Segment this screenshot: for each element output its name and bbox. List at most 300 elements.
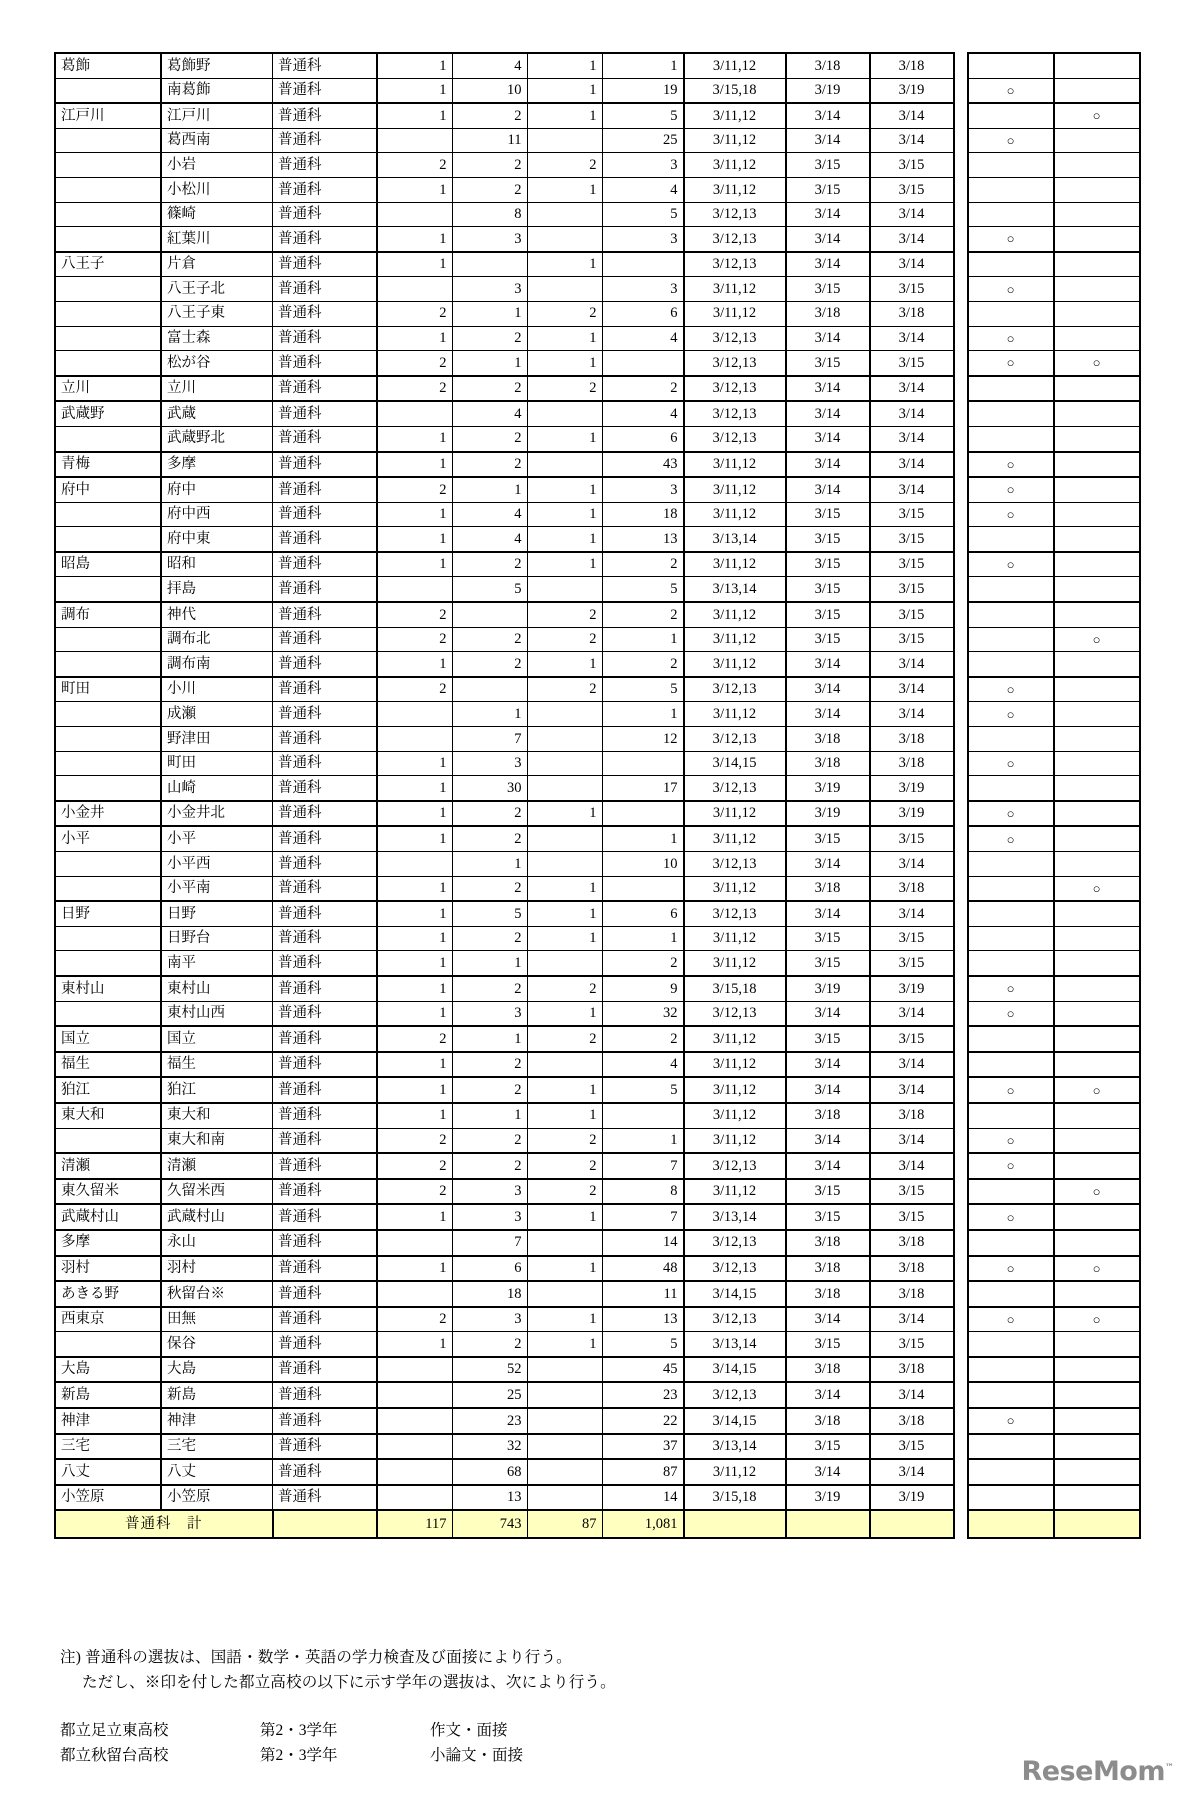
cell-transfer-mark bbox=[968, 202, 1054, 227]
table-row bbox=[55, 128, 954, 153]
cell-city bbox=[55, 1001, 161, 1026]
cell-exam-date: 3/15 bbox=[786, 1434, 870, 1460]
cell-result-date: 3/18 bbox=[870, 1357, 954, 1383]
cell-city: 東村山 bbox=[55, 976, 161, 1001]
cell-transfer-mark: ○ bbox=[968, 227, 1054, 252]
cell-city: 羽村 bbox=[55, 1256, 161, 1282]
cell-grade-total: 1 bbox=[602, 53, 684, 78]
cell-grade3 bbox=[527, 202, 602, 227]
cell-grade1 bbox=[377, 577, 453, 602]
cell-grade3 bbox=[527, 128, 602, 153]
table-row bbox=[55, 153, 954, 178]
cell-grade1: 2 bbox=[377, 153, 453, 178]
table-row bbox=[55, 702, 954, 727]
total-application-date bbox=[684, 1510, 786, 1538]
cell-readmission-mark: ○ bbox=[1054, 103, 1140, 128]
cell-grade2: 18 bbox=[452, 1281, 527, 1307]
cell-school: 立川 bbox=[161, 376, 273, 402]
cell-grade1: 1 bbox=[377, 876, 453, 901]
table-row-marks bbox=[968, 852, 1140, 877]
total-exam-date bbox=[786, 1510, 870, 1538]
cell-result-date: 3/15 bbox=[870, 1179, 954, 1205]
cell-readmission-mark bbox=[1054, 901, 1140, 926]
cell-course: 普通科 bbox=[273, 1204, 377, 1230]
cell-result-date: 3/15 bbox=[870, 552, 954, 577]
cell-grade3 bbox=[527, 577, 602, 602]
cell-grade2: 1 bbox=[452, 477, 527, 502]
cell-grade-total: 87 bbox=[602, 1459, 684, 1485]
cell-city: 立川 bbox=[55, 376, 161, 402]
cell-exam-date: 3/14 bbox=[786, 1052, 870, 1078]
table-row-marks bbox=[968, 202, 1140, 227]
cell-application-date: 3/11,12 bbox=[684, 477, 786, 502]
cell-grade-total bbox=[602, 252, 684, 277]
cell-result-date: 3/15 bbox=[870, 502, 954, 527]
cell-result-date: 3/15 bbox=[870, 826, 954, 851]
cell-school: 武蔵 bbox=[161, 401, 273, 426]
cell-school: 新島 bbox=[161, 1382, 273, 1408]
cell-transfer-mark bbox=[968, 426, 1054, 451]
cell-grade1: 2 bbox=[377, 477, 453, 502]
cell-result-date: 3/18 bbox=[870, 301, 954, 326]
cell-exam-date: 3/15 bbox=[786, 577, 870, 602]
cell-result-date: 3/18 bbox=[870, 751, 954, 776]
cell-grade-total: 4 bbox=[602, 401, 684, 426]
cell-grade1: 1 bbox=[377, 1077, 453, 1103]
cell-application-date: 3/14,15 bbox=[684, 1408, 786, 1434]
table-row-marks bbox=[968, 627, 1140, 652]
legend-grade: 第2・3学年 bbox=[260, 1747, 338, 1765]
cell-transfer-mark bbox=[968, 1026, 1054, 1052]
cell-course: 普通科 bbox=[273, 502, 377, 527]
cell-result-date: 3/14 bbox=[870, 1153, 954, 1179]
cell-exam-date: 3/14 bbox=[786, 677, 870, 702]
cell-grade3 bbox=[527, 1052, 602, 1078]
table-row-marks bbox=[968, 677, 1140, 702]
cell-readmission-mark bbox=[1054, 727, 1140, 752]
cell-transfer-mark bbox=[968, 926, 1054, 951]
cell-readmission-mark: ○ bbox=[1054, 351, 1140, 376]
table-row-marks bbox=[968, 376, 1140, 402]
cell-result-date: 3/15 bbox=[870, 1332, 954, 1357]
cell-grade-total: 48 bbox=[602, 1256, 684, 1282]
cell-city: あきる野 bbox=[55, 1281, 161, 1307]
cell-grade2: 6 bbox=[452, 1256, 527, 1282]
legend-block bbox=[60, 1718, 650, 1768]
table-row-marks bbox=[968, 1307, 1140, 1332]
cell-course: 普通科 bbox=[273, 527, 377, 552]
cell-school: 秋留台※ bbox=[161, 1281, 273, 1307]
cell-grade-total: 6 bbox=[602, 301, 684, 326]
cell-exam-date: 3/15 bbox=[786, 1332, 870, 1357]
cell-exam-date: 3/18 bbox=[786, 1281, 870, 1307]
table-row-marks bbox=[968, 727, 1140, 752]
table-row bbox=[55, 477, 954, 502]
cell-transfer-mark bbox=[968, 602, 1054, 627]
table-row bbox=[55, 1357, 954, 1383]
table-row bbox=[55, 976, 954, 1001]
table-row bbox=[55, 776, 954, 801]
cell-school: 南葛飾 bbox=[161, 78, 273, 103]
legend-school: 都立秋留台高校 bbox=[60, 1747, 169, 1765]
cell-exam-date: 3/19 bbox=[786, 78, 870, 103]
cell-application-date: 3/11,12 bbox=[684, 1459, 786, 1485]
cell-readmission-mark bbox=[1054, 1128, 1140, 1153]
cell-exam-date: 3/18 bbox=[786, 301, 870, 326]
cell-grade3: 1 bbox=[527, 78, 602, 103]
cell-grade1 bbox=[377, 1434, 453, 1460]
cell-city: 葛飾 bbox=[55, 53, 161, 78]
cell-transfer-mark: ○ bbox=[968, 78, 1054, 103]
cell-transfer-mark bbox=[968, 1434, 1054, 1460]
cell-readmission-mark bbox=[1054, 252, 1140, 277]
cell-grade3: 2 bbox=[527, 976, 602, 1001]
cell-city: 東久留米 bbox=[55, 1179, 161, 1205]
cell-course: 普通科 bbox=[273, 1001, 377, 1026]
cell-exam-date: 3/14 bbox=[786, 1153, 870, 1179]
cell-school: 小笠原 bbox=[161, 1485, 273, 1511]
cell-result-date: 3/14 bbox=[870, 852, 954, 877]
cell-city: 小金井 bbox=[55, 801, 161, 827]
cell-grade-total: 23 bbox=[602, 1382, 684, 1408]
cell-grade1: 2 bbox=[377, 1026, 453, 1052]
cell-readmission-mark bbox=[1054, 951, 1140, 976]
legend-method: 作文・面接 bbox=[430, 1722, 508, 1739]
cell-grade1 bbox=[377, 128, 453, 153]
cell-grade2: 1 bbox=[452, 951, 527, 976]
table-row-marks bbox=[968, 301, 1140, 326]
cell-application-date: 3/12,13 bbox=[684, 227, 786, 252]
cell-school: 富士森 bbox=[161, 326, 273, 351]
cell-school: 江戸川 bbox=[161, 103, 273, 128]
cell-readmission-mark bbox=[1054, 128, 1140, 153]
cell-application-date: 3/11,12 bbox=[684, 502, 786, 527]
cell-course: 普通科 bbox=[273, 951, 377, 976]
note-line-2: ただし、※印を付した都立高校の以下に示す学年の選抜は、次により行う。 bbox=[82, 1674, 616, 1692]
cell-exam-date: 3/18 bbox=[786, 1256, 870, 1282]
cell-grade1 bbox=[377, 702, 453, 727]
cell-transfer-mark: ○ bbox=[968, 1128, 1054, 1153]
cell-grade1: 2 bbox=[377, 677, 453, 702]
cell-grade-total: 14 bbox=[602, 1485, 684, 1511]
table-row-marks bbox=[968, 1179, 1140, 1205]
cell-school: 福生 bbox=[161, 1052, 273, 1078]
cell-application-date: 3/11,12 bbox=[684, 951, 786, 976]
table-row bbox=[55, 627, 954, 652]
cell-grade2: 2 bbox=[452, 1077, 527, 1103]
cell-result-date: 3/14 bbox=[870, 1077, 954, 1103]
cell-city bbox=[55, 351, 161, 376]
cell-grade-total: 45 bbox=[602, 1357, 684, 1383]
cell-readmission-mark bbox=[1054, 153, 1140, 178]
table-row-marks bbox=[968, 153, 1140, 178]
cell-result-date: 3/15 bbox=[870, 177, 954, 202]
cell-application-date: 3/12,13 bbox=[684, 1307, 786, 1332]
cell-grade3: 1 bbox=[527, 1204, 602, 1230]
cell-school: 小平西 bbox=[161, 852, 273, 877]
cell-transfer-mark bbox=[968, 1382, 1054, 1408]
cell-result-date: 3/15 bbox=[870, 1026, 954, 1052]
cell-grade1: 1 bbox=[377, 1256, 453, 1282]
table-row bbox=[55, 452, 954, 478]
cell-grade2: 2 bbox=[452, 876, 527, 901]
table-row bbox=[55, 78, 954, 103]
table-row bbox=[55, 1052, 954, 1078]
cell-application-date: 3/12,13 bbox=[684, 1256, 786, 1282]
cell-exam-date: 3/14 bbox=[786, 401, 870, 426]
cell-grade-total: 9 bbox=[602, 976, 684, 1001]
cell-grade1: 1 bbox=[377, 78, 453, 103]
cell-grade1: 2 bbox=[377, 1153, 453, 1179]
cell-result-date: 3/15 bbox=[870, 153, 954, 178]
cell-application-date: 3/11,12 bbox=[684, 602, 786, 627]
cell-result-date: 3/15 bbox=[870, 627, 954, 652]
cell-transfer-mark: ○ bbox=[968, 277, 1054, 302]
cell-application-date: 3/12,13 bbox=[684, 677, 786, 702]
table-total-row-marks bbox=[968, 1510, 1140, 1538]
cell-application-date: 3/11,12 bbox=[684, 301, 786, 326]
cell-grade-total: 1 bbox=[602, 702, 684, 727]
cell-city bbox=[55, 1128, 161, 1153]
cell-course: 普通科 bbox=[273, 1357, 377, 1383]
table-row-marks bbox=[968, 1382, 1140, 1408]
table-row-marks bbox=[968, 1434, 1140, 1460]
cell-transfer-mark: ○ bbox=[968, 1204, 1054, 1230]
table-row bbox=[55, 1485, 954, 1511]
cell-course: 普通科 bbox=[273, 776, 377, 801]
cell-readmission-mark: ○ bbox=[1054, 1256, 1140, 1282]
cell-application-date: 3/11,12 bbox=[684, 702, 786, 727]
cell-course: 普通科 bbox=[273, 53, 377, 78]
cell-grade1: 1 bbox=[377, 1001, 453, 1026]
cell-application-date: 3/12,13 bbox=[684, 776, 786, 801]
table-row bbox=[55, 301, 954, 326]
legend-row bbox=[60, 1718, 650, 1743]
cell-exam-date: 3/15 bbox=[786, 951, 870, 976]
cell-grade2: 2 bbox=[452, 627, 527, 652]
cell-grade-total: 1 bbox=[602, 926, 684, 951]
table-row-marks bbox=[968, 1357, 1140, 1383]
cell-school: 東村山西 bbox=[161, 1001, 273, 1026]
cell-transfer-mark: ○ bbox=[968, 351, 1054, 376]
cell-city bbox=[55, 776, 161, 801]
cell-exam-date: 3/15 bbox=[786, 1204, 870, 1230]
cell-grade1: 1 bbox=[377, 452, 453, 478]
cell-city bbox=[55, 926, 161, 951]
cell-grade2: 30 bbox=[452, 776, 527, 801]
cell-grade-total: 14 bbox=[602, 1230, 684, 1256]
cell-course: 普通科 bbox=[273, 876, 377, 901]
cell-city bbox=[55, 78, 161, 103]
cell-city: 福生 bbox=[55, 1052, 161, 1078]
cell-readmission-mark: ○ bbox=[1054, 1307, 1140, 1332]
cell-grade3: 1 bbox=[527, 103, 602, 128]
cell-grade3 bbox=[527, 1434, 602, 1460]
cell-grade1: 1 bbox=[377, 951, 453, 976]
cell-course: 普通科 bbox=[273, 1153, 377, 1179]
cell-result-date: 3/18 bbox=[870, 1256, 954, 1282]
cell-course: 普通科 bbox=[273, 1408, 377, 1434]
cell-transfer-mark bbox=[968, 1103, 1054, 1128]
cell-course: 普通科 bbox=[273, 326, 377, 351]
cell-course: 普通科 bbox=[273, 552, 377, 577]
note-line-1: 注) 普通科の選抜は、国語・数学・英語の学力検査及び面接により行う。 bbox=[60, 1649, 572, 1666]
cell-application-date: 3/12,13 bbox=[684, 1001, 786, 1026]
table-row-marks bbox=[968, 552, 1140, 577]
cell-readmission-mark bbox=[1054, 1332, 1140, 1357]
cell-grade1: 1 bbox=[377, 326, 453, 351]
table-row-marks bbox=[968, 751, 1140, 776]
cell-exam-date: 3/14 bbox=[786, 702, 870, 727]
cell-city: 江戸川 bbox=[55, 103, 161, 128]
cell-application-date: 3/12,13 bbox=[684, 1153, 786, 1179]
cell-exam-date: 3/15 bbox=[786, 1026, 870, 1052]
cell-result-date: 3/14 bbox=[870, 103, 954, 128]
cell-course: 普通科 bbox=[273, 1332, 377, 1357]
cell-transfer-mark bbox=[968, 527, 1054, 552]
cell-course: 普通科 bbox=[273, 1382, 377, 1408]
cell-result-date: 3/19 bbox=[870, 78, 954, 103]
cell-course: 普通科 bbox=[273, 1281, 377, 1307]
cell-transfer-mark bbox=[968, 652, 1054, 677]
table-row-marks bbox=[968, 277, 1140, 302]
table-row-marks bbox=[968, 1103, 1140, 1128]
cell-course: 普通科 bbox=[273, 1026, 377, 1052]
cell-grade1 bbox=[377, 727, 453, 752]
table-row bbox=[55, 376, 954, 402]
cell-course: 普通科 bbox=[273, 426, 377, 451]
cell-grade2: 13 bbox=[452, 1485, 527, 1511]
cell-exam-date: 3/19 bbox=[786, 776, 870, 801]
table-row bbox=[55, 177, 954, 202]
cell-result-date: 3/14 bbox=[870, 376, 954, 402]
schools-table-wrapper bbox=[54, 52, 1141, 1539]
cell-readmission-mark bbox=[1054, 477, 1140, 502]
cell-transfer-mark: ○ bbox=[968, 326, 1054, 351]
cell-school: 成瀬 bbox=[161, 702, 273, 727]
cell-grade2: 5 bbox=[452, 901, 527, 926]
cell-grade-total: 10 bbox=[602, 852, 684, 877]
cell-grade3 bbox=[527, 1382, 602, 1408]
cell-transfer-mark: ○ bbox=[968, 976, 1054, 1001]
cell-city bbox=[55, 277, 161, 302]
cell-grade-total: 12 bbox=[602, 727, 684, 752]
cell-course: 普通科 bbox=[273, 1103, 377, 1128]
cell-grade1: 1 bbox=[377, 53, 453, 78]
cell-transfer-mark: ○ bbox=[968, 801, 1054, 827]
cell-grade3 bbox=[527, 776, 602, 801]
cell-readmission-mark bbox=[1054, 1357, 1140, 1383]
cell-city: 西東京 bbox=[55, 1307, 161, 1332]
cell-course: 普通科 bbox=[273, 1128, 377, 1153]
table-row bbox=[55, 951, 954, 976]
cell-grade3 bbox=[527, 727, 602, 752]
cell-grade2: 3 bbox=[452, 227, 527, 252]
cell-grade3 bbox=[527, 1408, 602, 1434]
cell-grade3 bbox=[527, 1459, 602, 1485]
cell-grade2: 2 bbox=[452, 452, 527, 478]
cell-grade2: 4 bbox=[452, 527, 527, 552]
cell-grade-total: 4 bbox=[602, 177, 684, 202]
cell-exam-date: 3/18 bbox=[786, 53, 870, 78]
cell-application-date: 3/12,13 bbox=[684, 727, 786, 752]
cell-course: 普通科 bbox=[273, 103, 377, 128]
cell-exam-date: 3/15 bbox=[786, 826, 870, 851]
cell-result-date: 3/18 bbox=[870, 1408, 954, 1434]
cell-transfer-mark: ○ bbox=[968, 477, 1054, 502]
cell-school: 南平 bbox=[161, 951, 273, 976]
cell-grade3: 1 bbox=[527, 1001, 602, 1026]
cell-school: 日野台 bbox=[161, 926, 273, 951]
cell-grade3: 1 bbox=[527, 1307, 602, 1332]
total-grade-total: 1,081 bbox=[602, 1510, 684, 1538]
cell-application-date: 3/11,12 bbox=[684, 1026, 786, 1052]
cell-grade-total: 5 bbox=[602, 1077, 684, 1103]
table-row bbox=[55, 502, 954, 527]
cell-city: 東大和 bbox=[55, 1103, 161, 1128]
cell-readmission-mark bbox=[1054, 177, 1140, 202]
table-row-marks bbox=[968, 502, 1140, 527]
cell-grade1 bbox=[377, 1408, 453, 1434]
table-row bbox=[55, 53, 954, 78]
cell-school: 八王子北 bbox=[161, 277, 273, 302]
cell-city bbox=[55, 426, 161, 451]
watermark-text: ReseMom bbox=[1021, 1756, 1165, 1787]
cell-school: 山崎 bbox=[161, 776, 273, 801]
table-row bbox=[55, 351, 954, 376]
table-row bbox=[55, 677, 954, 702]
cell-grade3: 2 bbox=[527, 301, 602, 326]
cell-grade1: 2 bbox=[377, 1128, 453, 1153]
cell-result-date: 3/14 bbox=[870, 128, 954, 153]
cell-grade3: 2 bbox=[527, 627, 602, 652]
cell-result-date: 3/15 bbox=[870, 926, 954, 951]
cell-city bbox=[55, 177, 161, 202]
cell-grade1 bbox=[377, 852, 453, 877]
cell-grade-total: 13 bbox=[602, 527, 684, 552]
table-row-marks bbox=[968, 351, 1140, 376]
table-row-marks bbox=[968, 53, 1140, 78]
cell-school: 小川 bbox=[161, 677, 273, 702]
table-row bbox=[55, 1307, 954, 1332]
cell-course: 普通科 bbox=[273, 401, 377, 426]
table-row-marks bbox=[968, 1332, 1140, 1357]
cell-grade-total: 22 bbox=[602, 1408, 684, 1434]
cell-grade1: 1 bbox=[377, 227, 453, 252]
cell-grade-total: 5 bbox=[602, 577, 684, 602]
cell-city: 青梅 bbox=[55, 452, 161, 478]
cell-transfer-mark bbox=[968, 1230, 1054, 1256]
cell-grade3 bbox=[527, 852, 602, 877]
cell-grade2: 1 bbox=[452, 301, 527, 326]
cell-grade3 bbox=[527, 227, 602, 252]
cell-grade3: 2 bbox=[527, 376, 602, 402]
cell-result-date: 3/14 bbox=[870, 702, 954, 727]
table-row-marks bbox=[968, 1128, 1140, 1153]
cell-school: 東大和 bbox=[161, 1103, 273, 1128]
cell-city bbox=[55, 702, 161, 727]
table-row-marks bbox=[968, 426, 1140, 451]
cell-grade1 bbox=[377, 1230, 453, 1256]
table-row bbox=[55, 1179, 954, 1205]
cell-grade3: 1 bbox=[527, 326, 602, 351]
cell-application-date: 3/13,14 bbox=[684, 1434, 786, 1460]
cell-transfer-mark bbox=[968, 901, 1054, 926]
cell-grade2: 2 bbox=[452, 177, 527, 202]
cell-school: 三宅 bbox=[161, 1434, 273, 1460]
cell-grade1: 1 bbox=[377, 976, 453, 1001]
cell-application-date: 3/14,15 bbox=[684, 1281, 786, 1307]
